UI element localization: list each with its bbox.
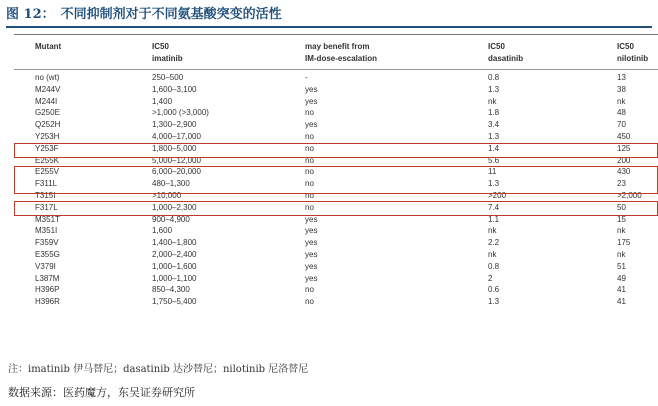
figure-number: 图 12： bbox=[6, 7, 55, 22]
cell-imatinib: >1,000 (>3,000) bbox=[152, 108, 209, 118]
cell-dasatinib: 1.3 bbox=[488, 297, 500, 307]
cell-nilotinib: nk bbox=[617, 96, 626, 106]
cell-may-benefit: yes bbox=[305, 273, 318, 283]
cell-may-benefit: yes bbox=[305, 96, 318, 106]
cell-imatinib: 4,000–17,000 bbox=[152, 131, 201, 141]
cell-imatinib: 250–500 bbox=[152, 73, 184, 82]
cell-nilotinib: 41 bbox=[617, 285, 626, 295]
table-row bbox=[0, 131, 658, 143]
header-imatinib: imatinib bbox=[152, 54, 183, 63]
cell-may-benefit: yes bbox=[305, 120, 318, 130]
cell-mutant: Y253F bbox=[35, 143, 59, 153]
table-row bbox=[0, 225, 658, 237]
cell-imatinib: 1,400 bbox=[152, 96, 173, 106]
cell-nilotinib: 450 bbox=[617, 131, 631, 141]
cell-nilotinib: 23 bbox=[617, 179, 626, 189]
cell-may-benefit: no bbox=[305, 285, 314, 295]
cell-imatinib: 1,600–3,100 bbox=[152, 84, 197, 94]
cell-may-benefit: yes bbox=[305, 226, 318, 236]
cell-may-benefit: yes bbox=[305, 249, 318, 259]
cell-nilotinib: 125 bbox=[617, 143, 631, 153]
cell-dasatinib: 7.4 bbox=[488, 202, 500, 212]
cell-may-benefit: yes bbox=[305, 261, 318, 271]
cell-mutant: H396P bbox=[35, 285, 60, 295]
cell-dasatinib: 1.3 bbox=[488, 84, 500, 94]
cell-nilotinib: 48 bbox=[617, 108, 626, 118]
header-nilotinib-ic50: IC50 bbox=[617, 42, 634, 51]
cell-dasatinib: 0.8 bbox=[488, 261, 500, 271]
cell-imatinib: 1,300–2,900 bbox=[152, 120, 197, 130]
cell-mutant: L387M bbox=[35, 273, 60, 283]
cell-imatinib: 1,600 bbox=[152, 226, 173, 236]
cell-mutant: M351T bbox=[35, 214, 60, 224]
cell-imatinib: 6,000–20,000 bbox=[152, 167, 201, 177]
cell-may-benefit: no bbox=[305, 143, 314, 153]
header-dose-escalation: IM-dose-escalation bbox=[305, 54, 378, 63]
cell-dasatinib: nk bbox=[488, 249, 497, 259]
cell-nilotinib: 13 bbox=[617, 73, 626, 82]
cell-mutant: E255K bbox=[35, 155, 60, 165]
cell-mutant: M244V bbox=[35, 84, 61, 94]
header-nilotinib: nilotinib bbox=[617, 54, 649, 63]
table-row bbox=[0, 261, 658, 273]
cell-mutant: F359V bbox=[35, 238, 59, 248]
table-header bbox=[0, 38, 658, 70]
cell-imatinib: 850–4,300 bbox=[152, 285, 190, 295]
cell-mutant: E255V bbox=[35, 167, 60, 177]
cell-mutant: M244I bbox=[35, 96, 58, 106]
cell-nilotinib: 50 bbox=[617, 202, 626, 212]
cell-nilotinib: nk bbox=[617, 226, 626, 236]
cell-nilotinib: 430 bbox=[617, 167, 631, 177]
footnote: 注：imatinib 伊马替尼；dasatinib 达沙替尼；nilotinib 尼洛替尼 bbox=[8, 364, 309, 375]
highlight-box-t315i bbox=[14, 201, 658, 216]
cell-nilotinib: nk bbox=[617, 249, 626, 259]
cell-nilotinib: 51 bbox=[617, 261, 626, 271]
cell-imatinib: 1,800–5,000 bbox=[152, 143, 197, 153]
cell-imatinib: 1,000–1,600 bbox=[152, 261, 197, 271]
table-row bbox=[0, 107, 658, 119]
cell-mutant: V379I bbox=[35, 261, 56, 271]
cell-imatinib: 480–1,300 bbox=[152, 179, 190, 189]
cell-may-benefit: no bbox=[305, 179, 314, 189]
cell-nilotinib: 49 bbox=[617, 273, 626, 283]
cell-dasatinib: 0.6 bbox=[488, 285, 500, 295]
cell-mutant: no (wt) bbox=[35, 73, 60, 82]
highlight-box-y253h bbox=[14, 143, 658, 158]
cell-nilotinib: 175 bbox=[617, 238, 631, 248]
table-row bbox=[0, 273, 658, 285]
cell-may-benefit: no bbox=[305, 155, 314, 165]
cell-may-benefit: no bbox=[305, 297, 314, 307]
cell-nilotinib: 200 bbox=[617, 155, 631, 165]
table-row bbox=[0, 96, 658, 108]
header-mutant: Mutant bbox=[35, 42, 62, 51]
figure-title-text: 不同抑制剂对于不同氨基酸突变的活性 bbox=[60, 7, 282, 22]
cell-mutant: F311L bbox=[35, 179, 58, 189]
table-row bbox=[0, 249, 658, 261]
header-imatinib-ic50: IC50 bbox=[152, 42, 169, 51]
cell-may-benefit: - bbox=[305, 73, 308, 82]
table-row bbox=[0, 296, 658, 308]
cell-dasatinib: 5.6 bbox=[488, 155, 500, 165]
cell-imatinib: 1,000–2,300 bbox=[152, 202, 197, 212]
table-row bbox=[0, 72, 658, 84]
cell-mutant: G250E bbox=[35, 108, 60, 118]
figure-title bbox=[6, 6, 652, 28]
cell-imatinib: 2,000–2,400 bbox=[152, 249, 197, 259]
cell-mutant: E355G bbox=[35, 249, 60, 259]
header-rule bbox=[14, 69, 658, 70]
cell-nilotinib: >2,000 bbox=[617, 190, 642, 200]
cell-dasatinib: 1.3 bbox=[488, 179, 500, 189]
cell-dasatinib: >200 bbox=[488, 190, 507, 200]
cell-imatinib: 1,400–1,800 bbox=[152, 238, 197, 248]
cell-mutant: M351I bbox=[35, 226, 58, 236]
cell-dasatinib: 1.3 bbox=[488, 131, 500, 141]
table-row bbox=[0, 84, 658, 96]
data-source: 数据来源：医药魔方，东吴证券研究所 bbox=[8, 386, 195, 399]
cell-imatinib: 1,750–5,400 bbox=[152, 297, 197, 307]
cell-may-benefit: no bbox=[305, 190, 314, 200]
cell-imatinib: 1,000–1,100 bbox=[152, 273, 197, 283]
cell-may-benefit: no bbox=[305, 167, 314, 177]
cell-dasatinib: nk bbox=[488, 96, 497, 106]
cell-mutant: H396R bbox=[35, 297, 60, 307]
cell-nilotinib: 38 bbox=[617, 84, 626, 94]
header-dasatinib: dasatinib bbox=[488, 54, 524, 63]
cell-dasatinib: 3.4 bbox=[488, 120, 500, 130]
cell-imatinib: >10,000 bbox=[152, 190, 182, 200]
cell-dasatinib: 0.8 bbox=[488, 73, 500, 82]
cell-may-benefit: yes bbox=[305, 238, 318, 248]
header-may-benefit: may benefit from bbox=[305, 42, 370, 51]
cell-mutant: Q252H bbox=[35, 120, 61, 130]
cell-dasatinib: 1.1 bbox=[488, 214, 500, 224]
cell-imatinib: 5,000–12,000 bbox=[152, 155, 201, 165]
cell-imatinib: 900–4,900 bbox=[152, 214, 190, 224]
cell-dasatinib: 1.8 bbox=[488, 108, 500, 118]
cell-mutant: F317L bbox=[35, 202, 58, 212]
cell-nilotinib: 15 bbox=[617, 214, 626, 224]
cell-dasatinib: 2.2 bbox=[488, 238, 500, 248]
cell-mutant: Y253H bbox=[35, 131, 60, 141]
highlight-box-e255 bbox=[14, 166, 658, 194]
table-top-rule bbox=[14, 34, 658, 35]
table-row bbox=[0, 284, 658, 296]
cell-may-benefit: no bbox=[305, 108, 314, 118]
cell-nilotinib: 41 bbox=[617, 297, 626, 307]
table-row bbox=[0, 237, 658, 249]
cell-dasatinib: nk bbox=[488, 226, 497, 236]
cell-dasatinib: 11 bbox=[488, 167, 497, 177]
table-row bbox=[0, 119, 658, 131]
cell-may-benefit: yes bbox=[305, 214, 318, 224]
cell-dasatinib: 1.4 bbox=[488, 143, 500, 153]
cell-dasatinib: 2 bbox=[488, 273, 493, 283]
cell-may-benefit: no bbox=[305, 131, 314, 141]
header-dasatinib-ic50: IC50 bbox=[488, 42, 505, 51]
cell-nilotinib: 70 bbox=[617, 120, 626, 130]
cell-may-benefit: no bbox=[305, 202, 314, 212]
cell-may-benefit: yes bbox=[305, 84, 318, 94]
cell-mutant: T315I bbox=[35, 190, 56, 200]
